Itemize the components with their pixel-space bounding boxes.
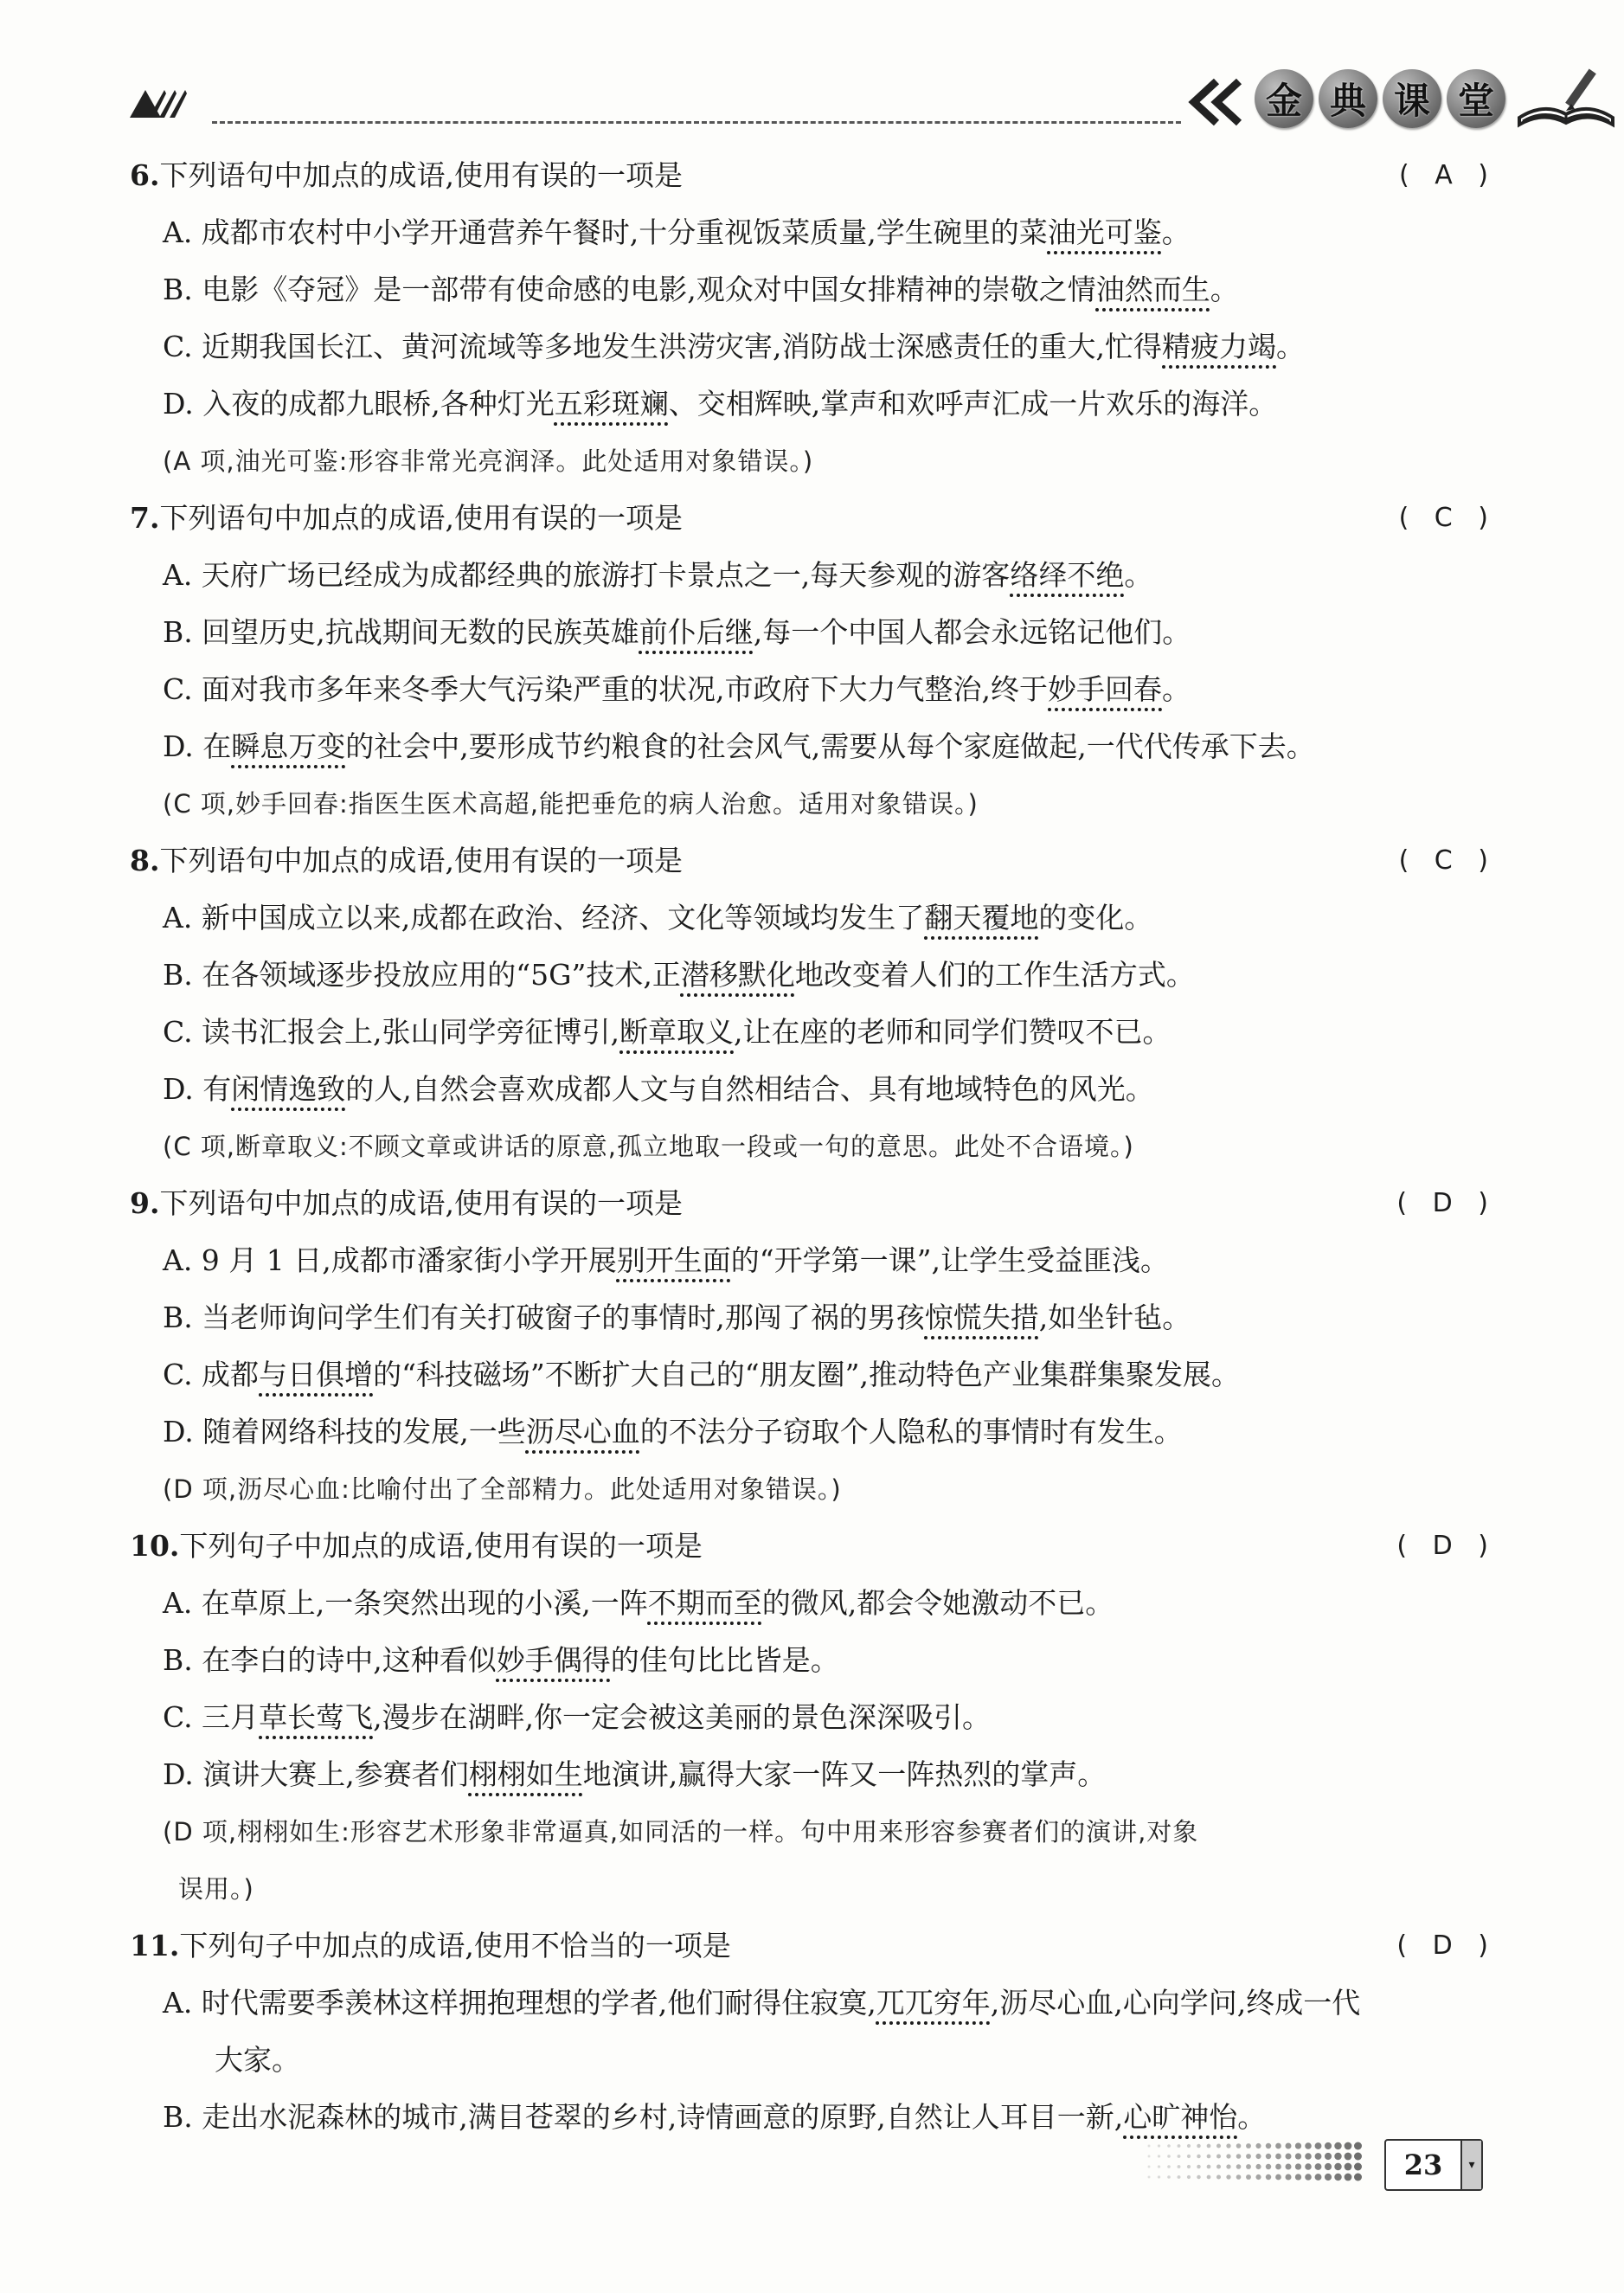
option-text: D. 随着网络科技的发展,一些 bbox=[163, 1415, 526, 1448]
option-text: 。 bbox=[1276, 330, 1306, 363]
answer-option bbox=[130, 1575, 1497, 1632]
option-text: C. 三月 bbox=[163, 1700, 260, 1734]
page-header bbox=[130, 67, 1494, 137]
option-text: 的人,自然会喜欢成都人文与自然相结合、具有地域特色的风光。 bbox=[345, 1072, 1154, 1106]
option-text: C. 读书汇报会上,张山同学旁征博引, bbox=[163, 1015, 620, 1049]
explanation-text: (D 项,栩栩如生:形容艺术形象非常逼真,如同活的一样。句中用来形容参赛者们的演讲,对象 bbox=[163, 1817, 1199, 1847]
answer-label: ( D ) bbox=[1396, 1188, 1497, 1218]
brand-badge: 典 bbox=[1319, 69, 1377, 128]
emphasized-idiom: 与日俱增 bbox=[259, 1358, 374, 1391]
answer-label: ( C ) bbox=[1398, 845, 1497, 876]
emphasized-idiom: 翻天覆地 bbox=[924, 901, 1039, 935]
answer-option bbox=[130, 604, 1497, 661]
option-text: D. 在 bbox=[163, 729, 232, 763]
brand-badge: 课 bbox=[1383, 69, 1441, 128]
emphasized-idiom: 栩栩如生 bbox=[468, 1757, 583, 1791]
explanation-text: (D 项,沥尽心血:比喻付出了全部精力。此处适用对象错误。) bbox=[163, 1474, 842, 1504]
option-text: 。 bbox=[1162, 672, 1191, 706]
question-text: 下列语句中加点的成语,使用有误的一项是 bbox=[159, 158, 683, 192]
question-number: 8. bbox=[130, 844, 160, 877]
option-text: 。 bbox=[1210, 273, 1239, 306]
question-text: 下列语句中加点的成语,使用有误的一项是 bbox=[159, 1186, 683, 1220]
option-text: 、交相辉映,掌声和欢呼声汇成一片欢乐的海洋。 bbox=[668, 387, 1278, 421]
option-text: 。 bbox=[1237, 2100, 1267, 2134]
answer-explanation bbox=[130, 775, 1497, 832]
option-text: A. 时代需要季羡林这样拥抱理想的学者,他们耐得住寂寞, bbox=[163, 1986, 876, 2020]
answer-option bbox=[130, 1232, 1497, 1289]
answer-option bbox=[130, 1289, 1497, 1346]
option-text: C. 近期我国长江、黄河流域等多地发生洪涝灾害,消防战士深感责任的重大,忙得 bbox=[163, 330, 1163, 363]
explanation-text: (A 项,油光可鉴:形容非常光亮润泽。此处适用对象错误。) bbox=[163, 446, 814, 476]
brand-badge: 堂 bbox=[1447, 69, 1505, 128]
question-item bbox=[130, 832, 1497, 1175]
answer-option bbox=[130, 547, 1497, 604]
question-number: 6. bbox=[130, 158, 160, 192]
emphasized-idiom: 潜移默化 bbox=[680, 958, 795, 992]
question-number: 11. bbox=[130, 1929, 180, 1962]
option-text-continued: 大家。 bbox=[215, 2043, 300, 2077]
option-text: 的佳句比比皆是。 bbox=[610, 1643, 839, 1677]
answer-option bbox=[130, 1403, 1497, 1461]
question-text: 下列句子中加点的成语,使用有误的一项是 bbox=[179, 1529, 703, 1563]
option-text: B. 走出水泥森林的城市,满目苍翠的乡村,诗情画意的原野,自然让人耳目一新, bbox=[163, 2100, 1124, 2134]
option-text: C. 面对我市多年来冬季大气污染严重的状况,市政府下大力气整治,终于 bbox=[163, 672, 1049, 706]
option-text: ,每一个中国人都会永远铭记他们。 bbox=[753, 615, 1191, 649]
option-text: B. 电影《夺冠》是一部带有使命感的电影,观众对中国女排精神的崇敬之情 bbox=[163, 273, 1096, 306]
emphasized-idiom: 前仆后继 bbox=[639, 615, 754, 649]
option-text: 的“开学第一课”,让学生受益匪浅。 bbox=[730, 1243, 1169, 1277]
answer-option bbox=[130, 947, 1497, 1004]
emphasized-idiom: 油然而生 bbox=[1095, 273, 1210, 306]
question-item bbox=[130, 1518, 1497, 1917]
option-text: 的微风,都会令她激动不已。 bbox=[761, 1586, 1114, 1620]
answer-option bbox=[130, 661, 1497, 718]
answer-option bbox=[130, 1746, 1497, 1803]
option-text: B. 在各领域逐步投放应用的“5G”技术,正 bbox=[163, 958, 681, 992]
emphasized-idiom: 断章取义 bbox=[619, 1015, 735, 1049]
emphasized-idiom: 沥尽心血 bbox=[525, 1415, 640, 1448]
question-text: 下列句子中加点的成语,使用不恰当的一项是 bbox=[179, 1929, 731, 1962]
answer-explanation bbox=[130, 1118, 1497, 1175]
triangle-stripes-icon bbox=[130, 85, 190, 119]
answer-option bbox=[130, 204, 1497, 261]
option-text: C. 成都 bbox=[163, 1358, 260, 1391]
explanation-text: (C 项,断章取义:不顾文章或讲话的原意,孤立地取一段或一句的意思。此处不合语境。) bbox=[163, 1132, 1134, 1161]
option-text: D. 有 bbox=[163, 1072, 232, 1106]
answer-option bbox=[130, 1004, 1497, 1061]
emphasized-idiom: 兀兀穷年 bbox=[876, 1986, 991, 2020]
explanation-text: (C 项,妙手回春:指医生医术高超,能把垂危的病人治愈。适用对象错误。) bbox=[163, 789, 979, 819]
page-number: 23 bbox=[1403, 2148, 1443, 2181]
option-text: 的不法分子窃取个人隐私的事情时有发生。 bbox=[639, 1415, 1183, 1448]
option-text: A. 在草原上,一条突然出现的小溪,一阵 bbox=[163, 1586, 648, 1620]
question-stem bbox=[130, 147, 1497, 204]
question-item bbox=[130, 147, 1497, 490]
answer-option bbox=[130, 1689, 1497, 1746]
brand-badge: 金 bbox=[1255, 69, 1313, 128]
emphasized-idiom: 精疲力竭 bbox=[1162, 330, 1277, 363]
explanation-text-continued: 误用。) bbox=[178, 1874, 254, 1904]
option-text: D. 入夜的成都九眼桥,各种灯光 bbox=[163, 387, 555, 421]
option-text: 地改变着人们的工作生活方式。 bbox=[794, 958, 1195, 992]
emphasized-idiom: 心旷神怡 bbox=[1123, 2100, 1238, 2134]
question-stem bbox=[130, 1917, 1497, 1975]
emphasized-idiom: 草长莺飞 bbox=[259, 1700, 374, 1734]
option-text: A. 新中国成立以来,成都在政治、经济、文化等领域均发生了 bbox=[163, 901, 925, 935]
question-number: 7. bbox=[130, 501, 160, 535]
answer-option bbox=[130, 261, 1497, 318]
option-text: 的“科技磁场”不断扩大自己的“朋友圈”,推动特色产业集群集聚发展。 bbox=[373, 1358, 1241, 1391]
option-text: B. 当老师询问学生们有关打破窗子的事情时,那闯了祸的男孩 bbox=[163, 1301, 925, 1334]
question-stem bbox=[130, 490, 1497, 547]
option-text: 地演讲,赢得大家一阵又一阵热烈的掌声。 bbox=[582, 1757, 1107, 1791]
emphasized-idiom: 五彩斑斓 bbox=[554, 387, 669, 421]
emphasized-idiom: 瞬息万变 bbox=[231, 729, 346, 763]
answer-option bbox=[130, 1975, 1497, 2089]
option-text: D. 演讲大赛上,参赛者们 bbox=[163, 1757, 469, 1791]
question-item bbox=[130, 1917, 1497, 2146]
question-text: 下列语句中加点的成语,使用有误的一项是 bbox=[159, 844, 683, 877]
answer-option bbox=[130, 1346, 1497, 1403]
option-text: B. 回望历史,抗战期间无数的民族英雄 bbox=[163, 615, 639, 649]
question-list bbox=[130, 147, 1497, 2146]
answer-explanation bbox=[130, 1461, 1497, 1518]
emphasized-idiom: 别开生面 bbox=[616, 1243, 731, 1277]
option-text: 。 bbox=[1161, 215, 1191, 249]
emphasized-idiom: 络绎不绝 bbox=[1010, 558, 1125, 592]
answer-label: ( D ) bbox=[1396, 1531, 1497, 1561]
option-text: A. 9 月 1 日,成都市潘家街小学开展 bbox=[163, 1243, 617, 1277]
emphasized-idiom: 不期而至 bbox=[647, 1586, 762, 1620]
answer-option bbox=[130, 318, 1497, 376]
answer-option bbox=[130, 890, 1497, 947]
question-stem bbox=[130, 1175, 1497, 1232]
emphasized-idiom: 油光可鉴 bbox=[1047, 215, 1162, 249]
option-text: B. 在李白的诗中,这种看似 bbox=[163, 1643, 497, 1677]
book-pen-icon bbox=[1514, 61, 1618, 138]
decorative-dot-pattern bbox=[1142, 2137, 1367, 2189]
option-text: A. 成都市农村中小学开通营养午餐时,十分重视饭菜质量,学生碗里的菜 bbox=[163, 215, 1048, 249]
option-text: ,漫步在湖畔,你一定会被这美丽的景色深深吸引。 bbox=[373, 1700, 992, 1734]
page-tab-icon: ▾ bbox=[1460, 2141, 1481, 2189]
emphasized-idiom: 惊慌失措 bbox=[924, 1301, 1039, 1334]
header-divider bbox=[212, 121, 1181, 124]
option-text: 的社会中,要形成节约粮食的社会风气,需要从每个家庭做起,一代代传承下去。 bbox=[345, 729, 1315, 763]
question-item bbox=[130, 1175, 1497, 1518]
answer-option bbox=[130, 718, 1497, 775]
option-text: ,让在座的老师和同学们赞叹不已。 bbox=[734, 1015, 1171, 1049]
answer-label: ( C ) bbox=[1398, 503, 1497, 533]
emphasized-idiom: 闲情逸致 bbox=[231, 1072, 346, 1106]
double-chevron-left-icon bbox=[1185, 76, 1253, 128]
emphasized-idiom: 妙手回春 bbox=[1048, 672, 1163, 706]
question-item bbox=[130, 490, 1497, 832]
option-text: 。 bbox=[1124, 558, 1153, 592]
question-number: 9. bbox=[130, 1186, 160, 1220]
page-number-box bbox=[1384, 2139, 1483, 2191]
answer-label: ( A ) bbox=[1398, 160, 1497, 190]
answer-option bbox=[130, 1632, 1497, 1689]
question-stem bbox=[130, 832, 1497, 890]
option-text: 的变化。 bbox=[1038, 901, 1153, 935]
answer-explanation bbox=[130, 1803, 1497, 1917]
emphasized-idiom: 妙手偶得 bbox=[496, 1643, 611, 1677]
answer-option bbox=[130, 376, 1497, 433]
question-stem bbox=[130, 1518, 1497, 1575]
question-text: 下列语句中加点的成语,使用有误的一项是 bbox=[159, 501, 683, 535]
answer-option bbox=[130, 1061, 1497, 1118]
brand-badges bbox=[1255, 69, 1505, 128]
answer-label: ( D ) bbox=[1396, 1930, 1497, 1961]
answer-explanation bbox=[130, 433, 1497, 490]
option-text: A. 天府广场已经成为成都经典的旅游打卡景点之一,每天参观的游客 bbox=[163, 558, 1011, 592]
option-text: ,沥尽心血,心向学问,终成一代 bbox=[990, 1986, 1361, 2020]
option-text: ,如坐针毡。 bbox=[1038, 1301, 1191, 1334]
question-number: 10. bbox=[130, 1529, 180, 1563]
